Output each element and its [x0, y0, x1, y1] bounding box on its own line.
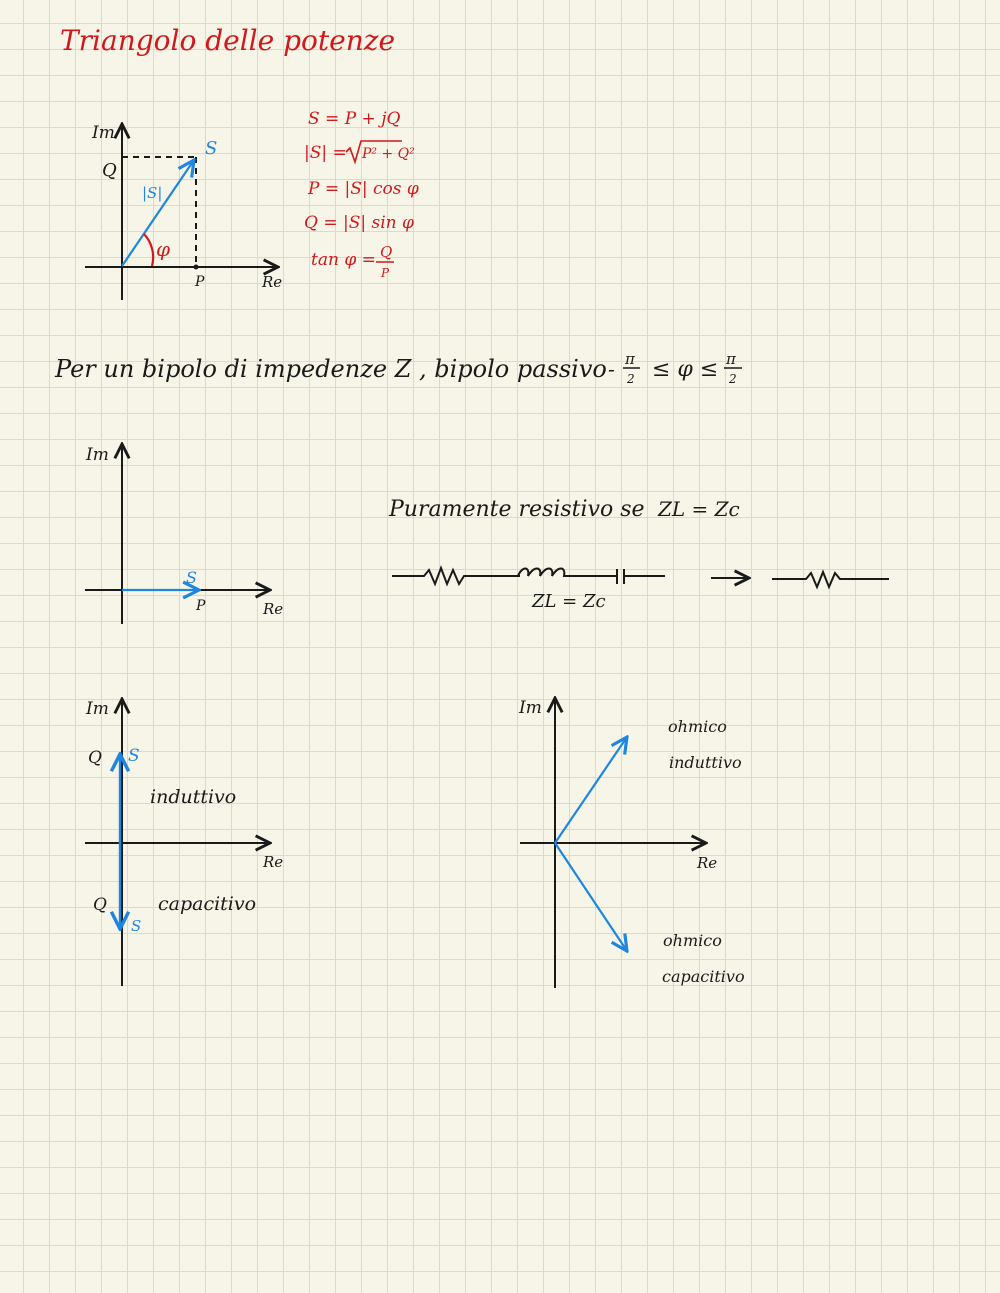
p-label: P — [195, 274, 205, 290]
im-label: Im — [92, 123, 115, 143]
formula-tan-left: tan φ = — [311, 250, 376, 270]
formula-tan-denominator: P — [381, 266, 390, 280]
lower-label-2: capacitivo — [662, 967, 745, 986]
im-label: Im — [86, 699, 109, 719]
formula-complex-power: S = P + jQ — [308, 109, 401, 129]
inductor-symbol — [518, 569, 617, 577]
formula-magnitude-right: P² + Q² — [362, 146, 415, 162]
s-vector-ohmic-inductive — [555, 737, 627, 843]
resistive-phasor-diagram — [85, 444, 283, 624]
magnitude-label: |S| — [142, 184, 163, 202]
resistive-text: Puramente resistivo se — [389, 497, 645, 522]
range-pi-left: π — [625, 350, 635, 368]
q-label-bottom: Q — [93, 895, 107, 915]
phi-label: φ — [156, 237, 171, 261]
s-label-top: S — [128, 746, 140, 766]
im-label: Im — [86, 445, 109, 465]
upper-label-2: induttivo — [669, 753, 742, 772]
re-label: Re — [263, 853, 284, 871]
s-label: S — [205, 138, 218, 159]
re-label: Re — [262, 273, 283, 291]
power-triangle-diagram — [85, 123, 282, 300]
circuit-condition: ZL = Zc — [532, 591, 606, 612]
page-title: Triangolo delle potenze — [60, 24, 396, 57]
s-label: S — [186, 568, 197, 587]
s-label-bottom: S — [131, 917, 142, 935]
q-label-top: Q — [88, 748, 102, 768]
formula-active-power: P = |S| cos φ — [308, 179, 419, 199]
formula-reactive-power: Q = |S| sin φ — [304, 213, 414, 233]
p-point — [194, 265, 199, 270]
range-minus: - — [608, 357, 615, 381]
range-middle: ≤ φ ≤ — [652, 357, 719, 382]
re-label: Re — [263, 600, 284, 618]
s-vector-ohmic-capacitive — [555, 843, 627, 951]
range-pi-right: π — [726, 350, 736, 368]
range-two-right: 2 — [729, 372, 737, 386]
range-two-left: 2 — [627, 372, 635, 386]
lower-label-1: ohmico — [663, 931, 722, 950]
inductive-label: induttivo — [150, 786, 237, 808]
resistive-condition: ZL = Zc — [658, 497, 740, 521]
equivalent-resistor — [772, 572, 889, 587]
resistor-symbol — [392, 568, 520, 584]
rlc-circuit — [392, 568, 889, 587]
sentence-text: Per un bipolo di impedenze Z , bipolo passivo — [55, 355, 607, 383]
formula-magnitude-left: |S| = — [304, 143, 347, 163]
reactive-phasor-diagram — [85, 699, 283, 986]
capacitive-label: capacitivo — [158, 893, 257, 915]
phi-angle-arc — [144, 234, 153, 266]
power-formulas — [304, 109, 419, 280]
upper-label-1: ohmico — [668, 717, 727, 736]
im-label: Im — [519, 698, 542, 718]
p-label: P — [196, 598, 206, 614]
ohmic-phasor-diagram — [518, 698, 745, 988]
q-label: Q — [102, 160, 117, 181]
formula-tan-numerator: Q — [380, 243, 393, 261]
passive-bipole-sentence — [54, 350, 742, 386]
re-label: Re — [697, 854, 718, 872]
